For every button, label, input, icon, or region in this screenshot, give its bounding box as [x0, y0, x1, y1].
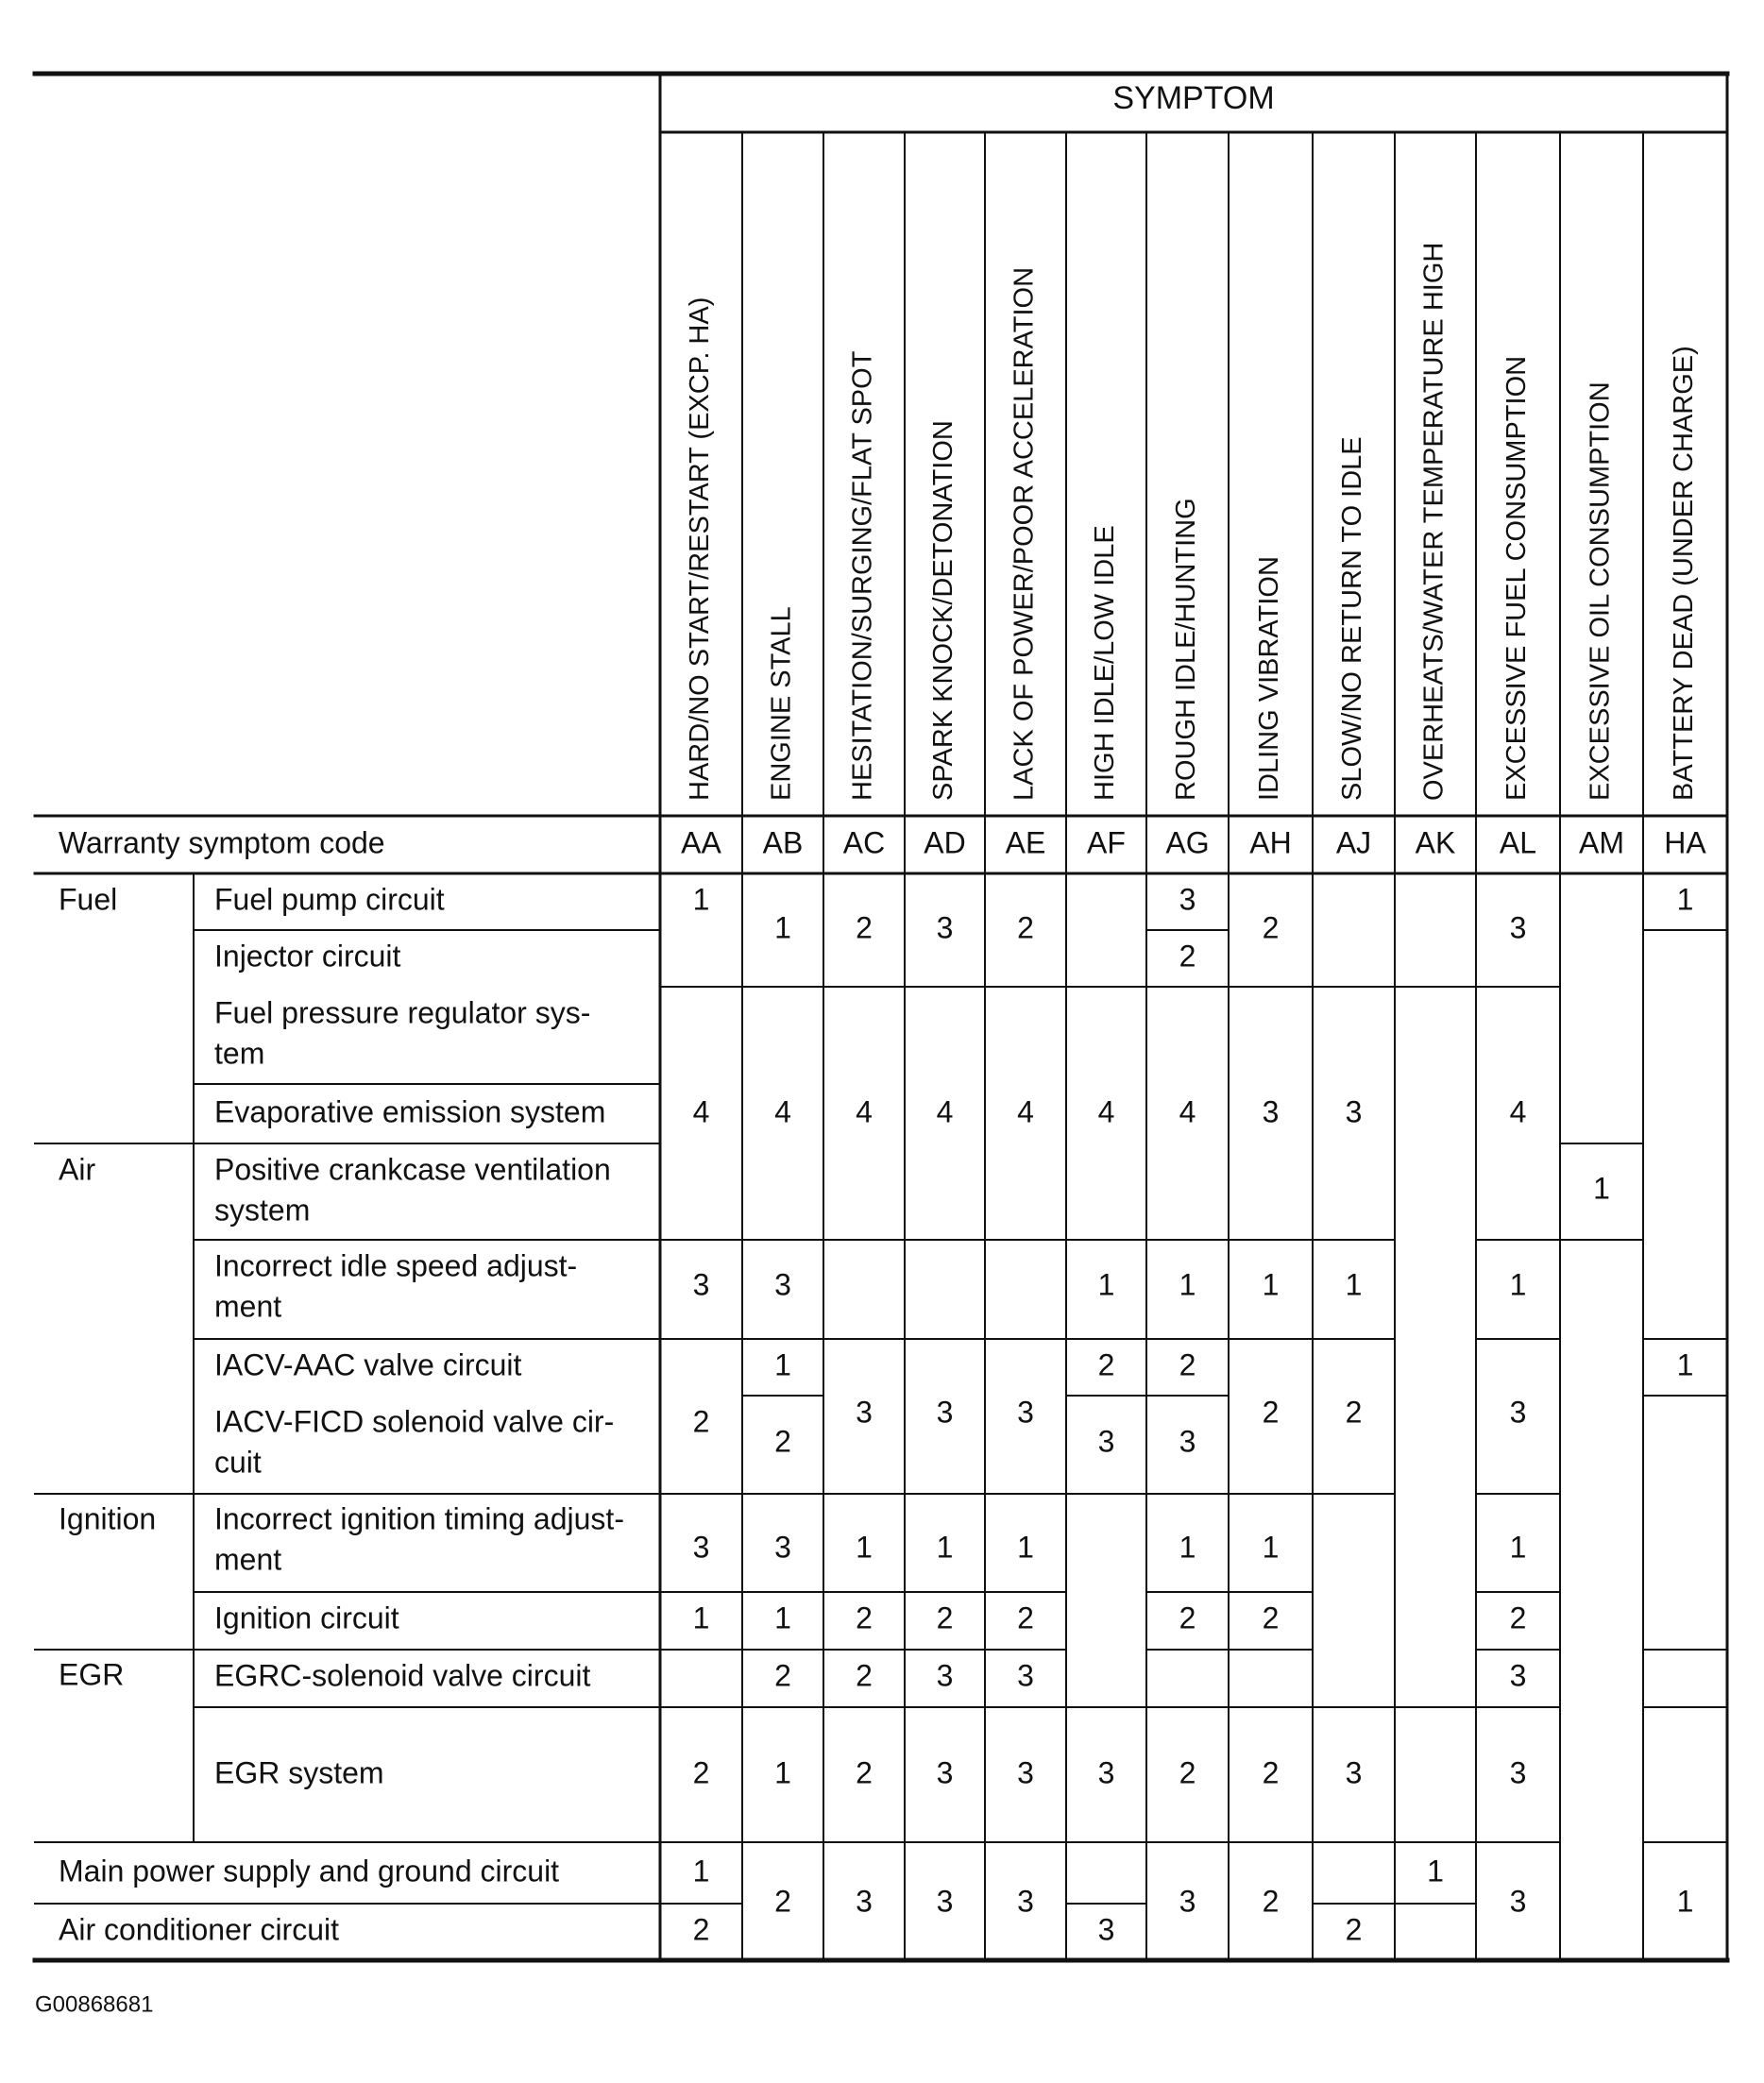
cell-value: 1 — [1345, 1267, 1363, 1302]
cell-value: 2 — [856, 1658, 873, 1693]
cell-value: 2 — [1179, 1347, 1196, 1382]
cell-value: 2 — [936, 1600, 954, 1635]
cell-value: 4 — [774, 1094, 791, 1129]
cell-value: 1 — [1017, 1530, 1034, 1565]
symptom-name: LACK OF POWER/POOR ACCELERATION — [1009, 266, 1040, 801]
cell-value: 1 — [692, 1600, 710, 1635]
symptom-name: SPARK KNOCK/DETONATION — [928, 420, 959, 801]
category-label: Fuel — [59, 882, 118, 917]
cell-value: 2 — [692, 1912, 710, 1947]
symptom-code: AE — [1005, 825, 1046, 860]
cell-value: 1 — [1427, 1854, 1444, 1888]
cell-value: 2 — [1345, 1912, 1363, 1947]
cell-value: 2 — [1262, 1755, 1280, 1790]
item-label: IACV-FICD solenoid valve cir- — [214, 1404, 615, 1439]
cell-value: 1 — [1676, 882, 1694, 917]
symptom-code: AD — [924, 825, 966, 860]
cell-value: 1 — [774, 910, 791, 945]
cell-value: 2 — [1179, 1755, 1196, 1790]
symptom-code: AJ — [1335, 825, 1372, 860]
cell-value: 3 — [936, 1395, 954, 1430]
item-label: Evaporative emission system — [214, 1094, 606, 1129]
bottom-item-label: Air conditioner circuit — [59, 1912, 339, 1947]
cell-value: 1 — [1179, 1267, 1196, 1302]
symptom-code: AG — [1165, 825, 1210, 860]
cell-value: 4 — [1097, 1094, 1115, 1129]
cell-value: 3 — [936, 1755, 954, 1790]
symptom-code: AC — [842, 825, 886, 860]
symptom-name: IDLING VIBRATION — [1254, 556, 1285, 801]
symptom-code: HA — [1664, 825, 1706, 860]
item-label: Incorrect ignition timing adjust- — [214, 1501, 624, 1536]
symptom-name: HESITATION/SURGING/FLAT SPOT — [847, 350, 878, 801]
cell-value: 4 — [1179, 1094, 1196, 1129]
cell-value: 2 — [1017, 910, 1034, 945]
cell-value: 4 — [936, 1094, 954, 1129]
item-label: Ignition circuit — [214, 1600, 399, 1635]
cell-value: 1 — [774, 1600, 791, 1635]
cell-value: 3 — [1017, 1395, 1034, 1430]
table-labels — [35, 80, 1706, 2017]
cell-value: 3 — [1509, 1395, 1527, 1430]
cell-value: 1 — [1262, 1530, 1280, 1565]
symptom-name: OVERHEATS/WATER TEMPERATURE HIGH — [1418, 242, 1450, 801]
symptom-name: SLOW/NO RETURN TO IDLE — [1337, 436, 1368, 801]
cell-value: 3 — [856, 1884, 873, 1919]
cell-value: 1 — [1097, 1267, 1115, 1302]
symptom-code: AL — [1499, 825, 1537, 860]
item-label: ment — [214, 1289, 282, 1324]
symptom-name: EXCESSIVE FUEL CONSUMPTION — [1501, 355, 1533, 801]
cell-value: 3 — [1179, 882, 1196, 917]
cell-value: 3 — [1262, 1094, 1280, 1129]
cell-value: 3 — [1017, 1884, 1034, 1919]
cell-value: 2 — [1345, 1395, 1363, 1430]
cell-value: 2 — [774, 1424, 791, 1459]
figure-id: G00868681 — [35, 1991, 154, 2018]
item-label: system — [214, 1193, 311, 1228]
item-label: cuit — [214, 1445, 262, 1480]
category-label: EGR — [59, 1657, 125, 1692]
symptom-name: ENGINE STALL — [766, 606, 797, 801]
cell-value: 3 — [774, 1267, 791, 1302]
cell-value: 4 — [856, 1094, 873, 1129]
symptom-name: HARD/NO START/RESTART (EXCP. HA) — [685, 296, 716, 801]
cell-value: 1 — [856, 1530, 873, 1565]
cell-value: 2 — [692, 1404, 710, 1439]
symptom-code: AH — [1249, 825, 1292, 860]
cell-value: 2 — [1262, 1395, 1280, 1430]
cell-value: 3 — [1509, 1884, 1527, 1919]
symptom-code: AK — [1415, 825, 1456, 860]
category-label: Ignition — [59, 1501, 157, 1536]
item-label: Injector circuit — [214, 939, 401, 974]
item-label: Incorrect idle speed adjust- — [214, 1248, 578, 1283]
cell-value: 4 — [692, 1094, 710, 1129]
item-label: Positive crankcase ventilation — [214, 1152, 611, 1187]
cell-value: 1 — [1262, 1267, 1280, 1302]
cell-value: 3 — [936, 910, 954, 945]
cell-value: 3 — [1345, 1094, 1363, 1129]
item-label: EGR system — [214, 1755, 384, 1790]
cell-value: 2 — [774, 1658, 791, 1693]
cell-value: 3 — [936, 1884, 954, 1919]
symptom-code: AF — [1087, 825, 1126, 860]
table-values — [693, 882, 1694, 1946]
warranty-label: Warranty symptom code — [59, 825, 385, 860]
cell-value: 1 — [692, 1854, 710, 1888]
symptom-header: SYMPTOM — [1112, 79, 1275, 116]
cell-value: 1 — [1593, 1171, 1610, 1206]
symptom-name: EXCESSIVE OIL CONSUMPTION — [1585, 381, 1616, 801]
cell-value: 1 — [1676, 1347, 1694, 1382]
bottom-item-label: Main power supply and ground circuit — [59, 1854, 560, 1888]
cell-value: 3 — [1345, 1755, 1363, 1790]
cell-value: 2 — [774, 1884, 791, 1919]
cell-value: 3 — [1509, 910, 1527, 945]
cell-value: 3 — [774, 1530, 791, 1565]
cell-value: 3 — [1097, 1755, 1115, 1790]
cell-value: 1 — [1509, 1530, 1527, 1565]
symptom-name: HIGH IDLE/LOW IDLE — [1090, 525, 1121, 801]
cell-value: 3 — [692, 1267, 710, 1302]
item-label: EGRC-solenoid valve circuit — [214, 1658, 591, 1693]
cell-value: 3 — [1179, 1424, 1196, 1459]
cell-value: 1 — [1509, 1267, 1527, 1302]
item-label: ment — [214, 1542, 282, 1577]
symptom-name: BATTERY DEAD (UNDER CHARGE) — [1669, 346, 1700, 801]
category-label: Air — [59, 1152, 96, 1187]
item-label: Fuel pressure regulator sys- — [214, 995, 591, 1030]
item-label: IACV-AAC valve circuit — [214, 1347, 522, 1382]
cell-value: 4 — [1509, 1094, 1527, 1129]
cell-value: 1 — [774, 1347, 791, 1382]
cell-value: 2 — [856, 1755, 873, 1790]
item-label: tem — [214, 1036, 265, 1071]
cell-value: 1 — [1676, 1884, 1694, 1919]
symptom-code: AA — [681, 825, 721, 860]
cell-value: 2 — [856, 910, 873, 945]
cell-value: 2 — [1097, 1347, 1115, 1382]
symptom-code: AB — [762, 825, 804, 860]
cell-value: 3 — [1509, 1658, 1527, 1693]
cell-value: 1 — [692, 882, 710, 917]
cell-value: 2 — [856, 1600, 873, 1635]
cell-value: 2 — [1017, 1600, 1034, 1635]
cell-value: 1 — [936, 1530, 954, 1565]
cell-value: 3 — [936, 1658, 954, 1693]
cell-value: 2 — [1262, 910, 1280, 945]
cell-value: 2 — [1179, 1600, 1196, 1635]
cell-value: 2 — [1262, 1600, 1280, 1635]
symptom-name: ROUGH IDLE/HUNTING — [1171, 498, 1202, 801]
cell-value: 1 — [1179, 1530, 1196, 1565]
cell-value: 3 — [1097, 1424, 1115, 1459]
cell-value: 2 — [692, 1755, 710, 1790]
cell-value: 3 — [856, 1395, 873, 1430]
cell-value: 3 — [1179, 1884, 1196, 1919]
cell-value: 3 — [1017, 1658, 1034, 1693]
cell-value: 4 — [1017, 1094, 1034, 1129]
cell-value: 3 — [692, 1530, 710, 1565]
cell-value: 2 — [1262, 1884, 1280, 1919]
cell-value: 2 — [1509, 1600, 1527, 1635]
cell-value: 2 — [1179, 939, 1196, 974]
cell-value: 3 — [1509, 1755, 1527, 1790]
symptom-code: AM — [1579, 825, 1624, 860]
cell-value: 1 — [774, 1755, 791, 1790]
item-label: Fuel pump circuit — [214, 882, 445, 917]
cell-value: 3 — [1017, 1755, 1034, 1790]
cell-value: 3 — [1097, 1912, 1115, 1947]
